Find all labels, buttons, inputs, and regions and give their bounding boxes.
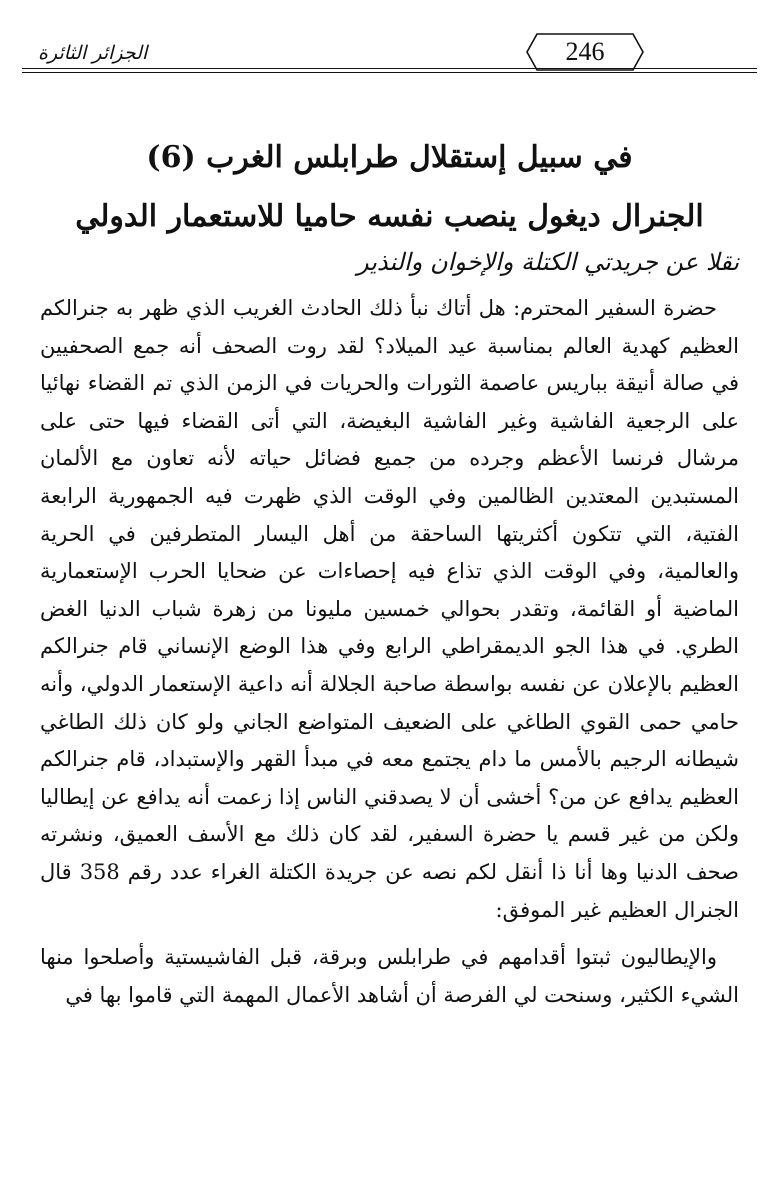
article-body [40, 140, 739, 1014]
page-number-badge [525, 32, 645, 72]
page-header [20, 20, 759, 80]
header-rule-top [22, 68, 757, 69]
running-title: الجزائر الثائرة [38, 42, 148, 64]
paragraph: حضرة السفير المحترم: هل أتاك نبأ ذلك الحادث الغريب الذي ظهر به جنرالكم العظيم كهدية العالم بمناسبة عيد الميلاد؟ لقد روت الصحف أنه جمع الصحفيين في صالة أنيقة بباريس عاصمة الثورات والحريات في الزمن الذي تم القضاء نهائيا على الرجعية الفاشية وغير الفاشية البغيضة، التي أتى القضاء فيها حتى على مرشال فرنسا الأعظم وجرده من جميع فضائل حياته لأنه تعاون مع الألمان المستبدين المعتدين الظالمين وفي الوقت الذي ظهرت فيه الجمهورية الرابعة الفتية، التي تتكون أكثريتها الساحقة من أهل اليسار المتطرفين في الحرية والعالمية، وفي الوقت الذي تذاع فيه إحصاءات عن ضحايا الحرب الإستعمارية الماضية أو القائمة، وتقدر بحوالي خمسين مليونا من زهرة شباب الدنيا الغض الطري. في هذا الجو الديمقراطي الرابع وفي هذا الوضع الإنساني قام جنرالكم العظيم بالإعلان عن نفسه بواسطة صاحبة الجلالة أنه داعية الإستعمار الدولي، وأنه حامي حمى القوي الطاغي على الضعيف المتواضع الجاني ولو كان ذلك الطاغي شيطانه الرجيم بالأمس ما دام يجتمع معه في مبدأ القهر والإستبداد، قام جنرالكم العظيم يدافع عن من؟ أخشى أن لا يصدقني الناس إذا زعمت أنه يدافع عن إيطاليا ولكن من غير قسم يا حضرة السفير، لقد كان ذلك مع الأسف العميق، ونشرته صحف الدنيا وها أنا ذا أنقل لكم نصه عن جريدة الكتلة الغراء عدد رقم 358 قال الجنرال العظيم غير الموفق: [40, 296, 739, 922]
page-number: 246 [565, 37, 605, 66]
paragraph: والإيطاليون ثبتوا أقدامهم في طرابلس وبرقة، قبل الفاشيستية وأصلحوا منها الشيء الكثير، وسنحت لي الفرصة أن أشاهد الأعمال المهمة التي قاموا بها في [40, 945, 739, 1007]
article-subtitle: الجنرال ديغول ينصب نفسه حاميا للاستعمار الدولي [75, 199, 704, 234]
header-rule-bottom [22, 72, 757, 73]
article-title: في سبيل إستقلال طرابلس الغرب (6) [146, 140, 633, 175]
article-source: نقلا عن جريدتي الكتلة والإخوان والنذير [356, 248, 739, 276]
